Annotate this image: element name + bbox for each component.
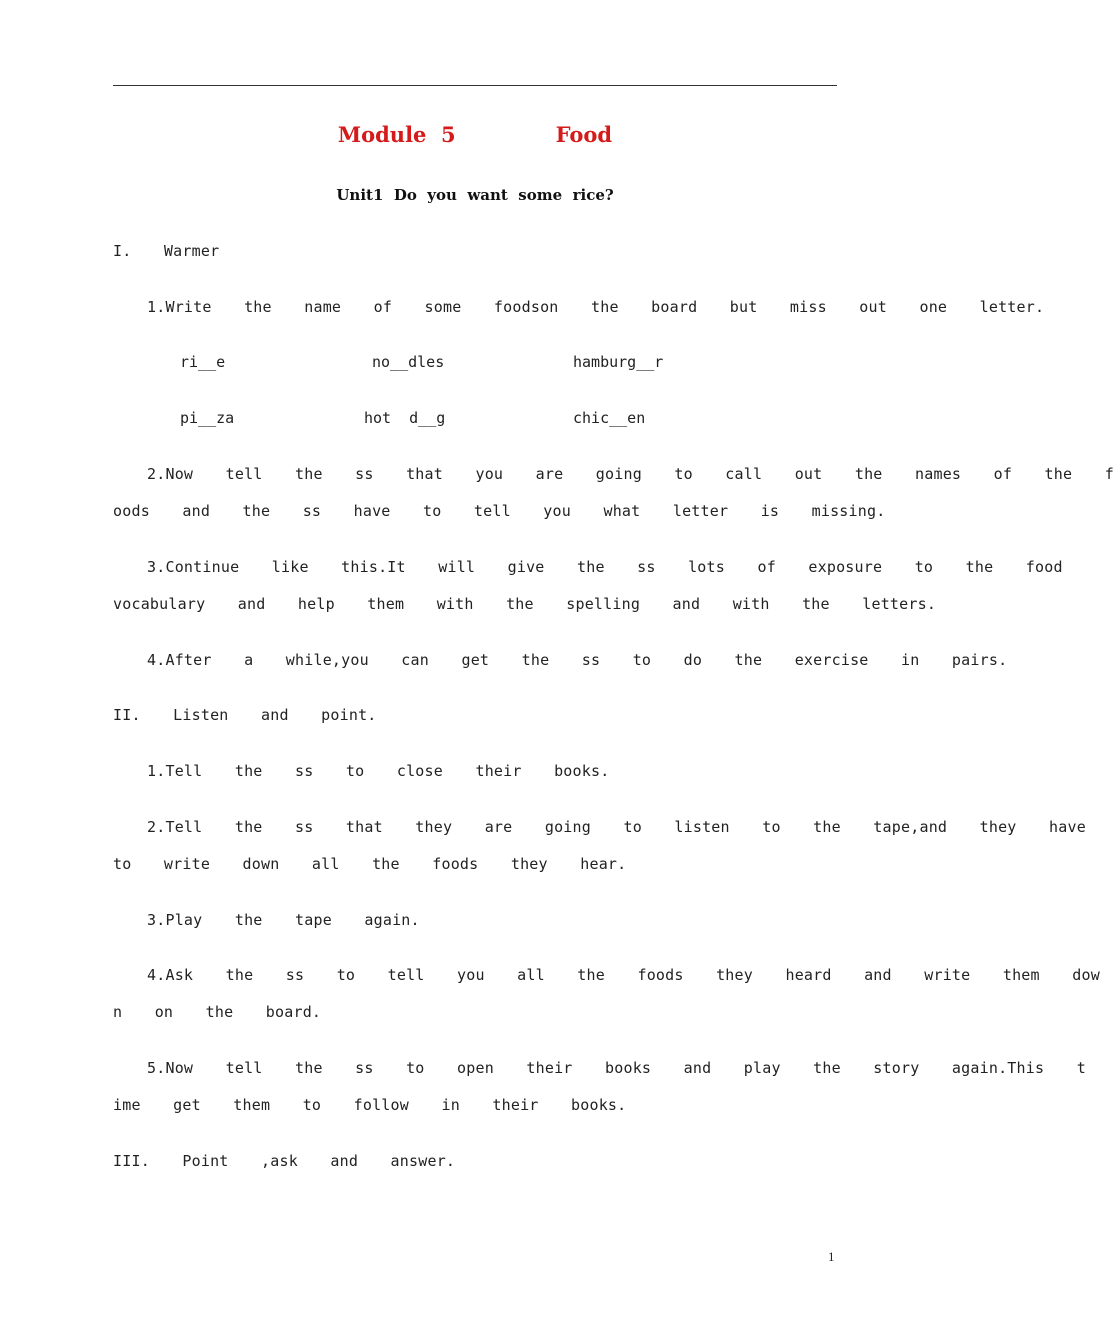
blank-word: no__dles	[372, 353, 445, 371]
blank-word: hot d__g	[364, 409, 446, 427]
section-heading-point: III. Point ,ask and answer.	[113, 1152, 456, 1170]
warmer-step-2: 2.Now tell the ss that you are going to call out the names of the f	[147, 465, 1114, 483]
warmer-step-3: 3.Continue like this.It will give the ss lots of exposure to the food	[147, 558, 1063, 576]
header-rule	[113, 85, 837, 86]
page-number: 1	[828, 1249, 835, 1264]
topic-label: Food	[555, 122, 613, 147]
section-heading-warmer: I. Warmer	[113, 242, 220, 260]
listen-step-4: 4.Ask the ss to tell you all the foods they heard and write them dow	[147, 966, 1100, 984]
blank-word: ri__e	[180, 353, 226, 371]
page-title	[0, 122, 950, 147]
warmer-step-2-cont: oods and the ss have to tell you what letter is missing.	[113, 502, 886, 520]
warmer-step-4: 4.After a while,you can get the ss to do the exercise in pairs.	[147, 651, 1008, 669]
listen-step-3: 3.Play the tape again.	[147, 911, 420, 929]
listen-step-4-cont: n on the board.	[113, 1003, 322, 1021]
blank-word: pi__za	[180, 409, 235, 427]
listen-step-5-cont: ime get them to follow in their books.	[113, 1096, 627, 1114]
module-label: Module 5	[337, 122, 456, 147]
listen-step-1: 1.Tell the ss to close their books.	[147, 762, 610, 780]
blank-word: hamburg__r	[573, 353, 664, 371]
warmer-step-3-cont: vocabulary and help them with the spelling and with the letters.	[113, 595, 937, 613]
listen-step-2: 2.Tell the ss that they are going to listen to the tape,and they have	[147, 818, 1086, 836]
unit-subtitle: Unit1 Do you want some rice?	[336, 186, 614, 204]
section-heading-listen: II. Listen and point.	[113, 706, 377, 724]
warmer-step-1: 1.Write the name of some foodson the board but miss out one letter.	[147, 298, 1045, 316]
listen-step-5: 5.Now tell the ss to open their books and play the story again.This t	[147, 1059, 1086, 1077]
listen-step-2-cont: to write down all the foods they hear.	[113, 855, 627, 873]
blank-word: chic__en	[573, 409, 646, 427]
